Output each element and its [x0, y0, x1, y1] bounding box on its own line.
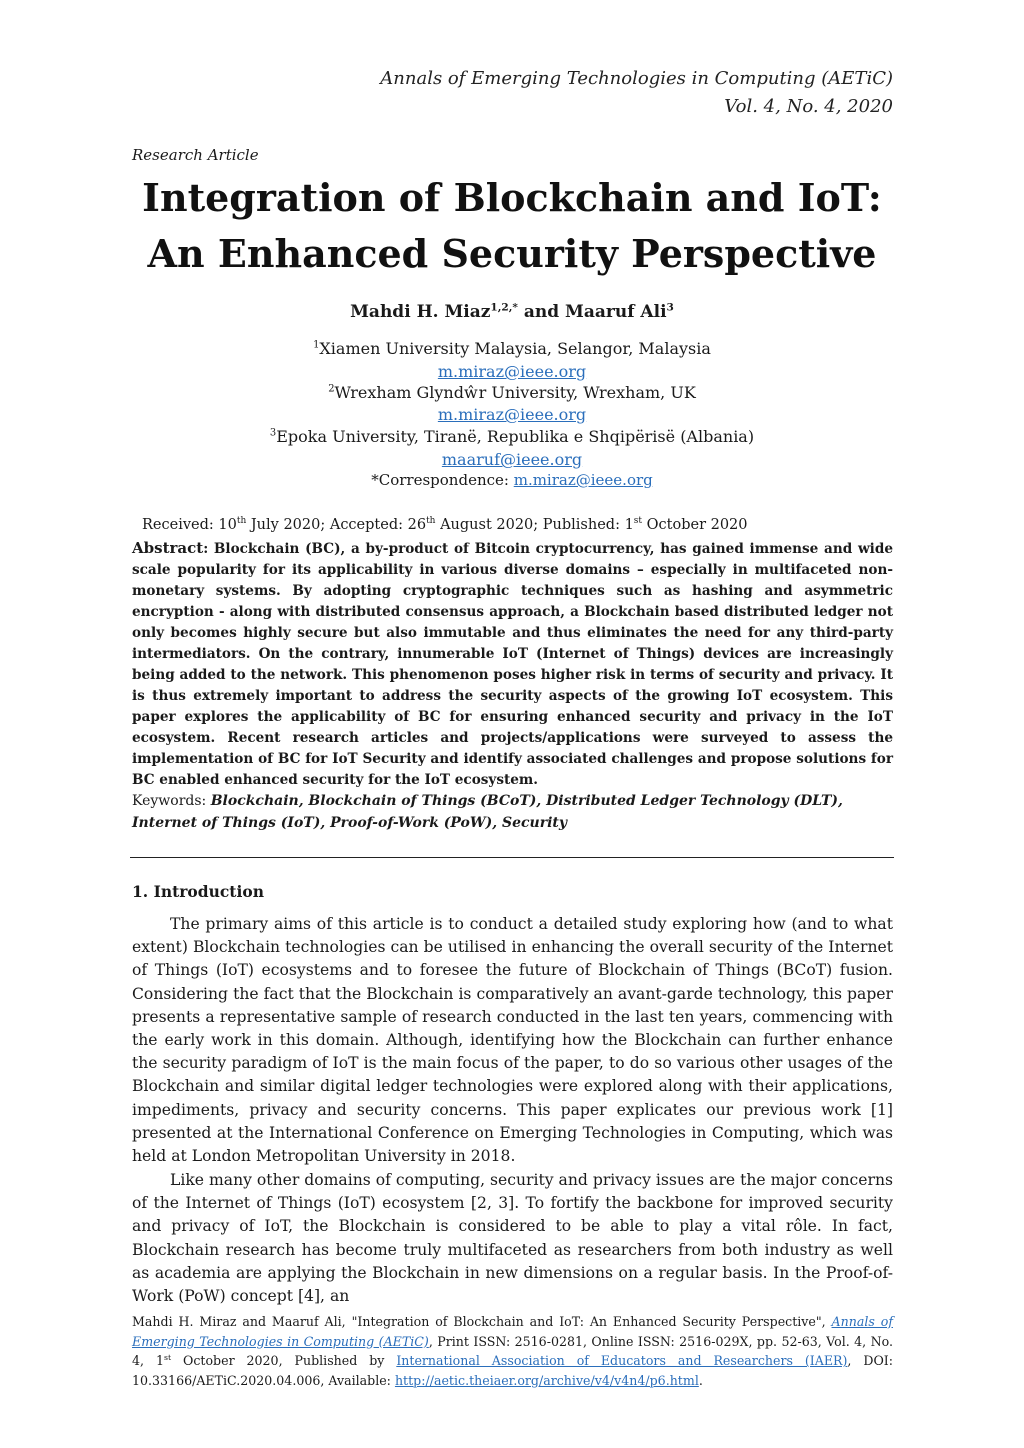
citation-footer — [132, 1312, 893, 1390]
journal-volume: Vol. 4, No. 4, 2020 — [724, 96, 893, 117]
affiliation-2-number: 2 — [328, 383, 335, 395]
paper-title — [100, 170, 924, 282]
affiliation-1 — [0, 339, 1024, 358]
title-line-2: An Enhanced Security Perspective — [147, 231, 877, 276]
title-line-1: Integration of Blockchain and IoT: — [142, 175, 882, 220]
author-2: Maaruf Ali — [565, 302, 667, 322]
affiliation-2-email-row — [0, 405, 1024, 424]
section-heading-introduction: 1. Introduction — [132, 882, 264, 901]
citation-published-by: October 2020, Published by — [171, 1353, 397, 1368]
published-date: August 2020; Published: 1 — [435, 517, 634, 533]
affiliation-1-email-link[interactable]: m.miraz@ieee.org — [437, 362, 587, 381]
affiliation-2-name: Wrexham Glyndŵr University, Wrexham, UK — [334, 383, 696, 402]
intro-paragraph-1: The primary aims of this article is to conduct a detailed study exploring how (and to what extent) Blockchain technologies can be utilised in enhancing the overall security of the Internet of Things (IoT) ecosystems and to foresee the future of Blockchain of Things (BCoT) fusion. Considering the fact that the Blockchain is comparatively an avant-garde technology, this paper presents a representative sample of research conducted in the last ten years, commencing with the early work in this domain. Although, identifying how the Blockchain can further enhance the security paradigm of IoT is the main focus of the paper, to do so various other usages of the Blockchain and similar digital ledger technologies were explored along with their applications, impediments, privacy and security concerns. This paper explicates our previous work [1] presented at the International Conference on Emerging Technologies in Computing, which was held at London Metropolitan University in 2018. — [132, 915, 893, 1166]
affiliation-2 — [0, 383, 1024, 402]
accepted-date-suffix: th — [426, 516, 436, 527]
abstract-text: : Blockchain (BC), a by-product of Bitcoin cryptocurrency, has gained immense and wide scale popularity for its applicability in various diverse domains – especially in multifaceted non-monetary systems. By adopting cryptographic techniques such as hashing and asymmetric encryption - along with distributed consensus approach, a Blockchain based distributed ledger not only becomes highly secure but also immutable and thus eliminates the need for any third-party intermediators. On the contrary, innumerable IoT (Internet of Things) devices are increasingly being added to the network. This phenomenon poses higher risk in terms of security and privacy. It is thus extremely important to address the security aspects of the growing IoT ecosystem. This paper explores the applicability of BC for ensuring enhanced security and privacy in the IoT ecosystem. Recent research articles and projects/applications were surveyed to assess the implementation of BC for IoT Security and identify associated challenges and propose solutions for BC enabled enhanced security for the IoT ecosystem. — [132, 541, 893, 788]
correspondence-label: *Correspondence: — [371, 471, 514, 489]
section-divider — [130, 857, 894, 858]
article-url-link[interactable]: http://aetic.theiaer.org/archive/v4/v4n4/p6.html — [394, 1372, 699, 1388]
intro-paragraph-2: Like many other domains of computing, security and privacy issues are the major concerns of the Internet of Things (IoT) ecosystem [2, 3]. To fortify the backbone for improved security and privacy of IoT, the Blockchain is considered to be able to play a vital rôle. In fact, Blockchain research has become truly multifaceted as researchers from both industry as well as academia are applying the Blockchain in new dimensions on a regular basis. In the Proof-of-Work (PoW) concept [4], an — [132, 1171, 893, 1306]
citation-date-suffix: st — [163, 1352, 172, 1362]
keywords-label: Keywords — [132, 793, 202, 809]
received-date: Received: 10 — [142, 517, 237, 533]
abstract — [132, 538, 893, 791]
author-list — [0, 302, 1024, 322]
citation-end: . — [698, 1372, 703, 1388]
publication-dates — [142, 517, 748, 533]
published-date-rest: October 2020 — [642, 517, 748, 533]
journal-link[interactable]: Annals of Emerging Technologies in Computing (AETiC) — [132, 1314, 893, 1349]
affiliation-3-email-link[interactable]: maaruf@ieee.org — [441, 450, 583, 469]
affiliation-3-number: 3 — [269, 427, 277, 439]
abstract-label: Abstract — [132, 539, 204, 557]
article-type: Research Article — [132, 146, 259, 164]
keywords-list: Blockchain, Blockchain of Things (BCoT), Distributed Ledger Technology (DLT), Internet of Things (IoT), Proof-of-Work (PoW), Security — [132, 793, 843, 831]
keywords: Keywords: Blockchain, Blockchain of Things (BCoT), Distributed Ledger Technology (DLT), Internet of Things (IoT), Proof-of-Work (PoW), Security — [132, 793, 843, 831]
affiliation-1-name: Xiamen University Malaysia, Selangor, Malaysia — [319, 339, 711, 358]
citation-doi: , DOI: 10.33166/AETiC.2020.04.006, Available: — [132, 1353, 893, 1388]
author-2-affil: 3 — [666, 301, 674, 314]
accepted-date: July 2020; Accepted: 26 — [246, 517, 427, 533]
correspondence-email-link[interactable]: m.miraz@ieee.org — [513, 471, 653, 489]
affiliation-3-name: Epoka University, Tiranë, Republika e Shqipërisë (Albania) — [276, 427, 755, 446]
citation-issn: , Print ISSN: 2516-0281, Online ISSN: 2516-029X, pp. 52-63, Vol. 4, No. 4, 1 — [132, 1333, 893, 1368]
citation-text: Mahdi H. Miraz and Maaruf Ali, "Integration of Blockchain and IoT: An Enhanced Security Perspective", — [132, 1314, 832, 1329]
affiliation-1-number: 1 — [313, 339, 320, 351]
publisher-link[interactable]: International Association of Educators and Researchers (IAER) — [396, 1353, 848, 1368]
journal-name: Annals of Emerging Technologies in Computing (AETiC) — [380, 68, 893, 89]
author-1-affil: 1,2,* — [490, 301, 518, 314]
affiliation-2-email-link[interactable]: m.miraz@ieee.org — [437, 405, 587, 424]
affiliation-3-email-row — [0, 450, 1024, 469]
published-date-suffix: st — [633, 516, 643, 527]
correspondence — [0, 471, 1024, 489]
author-conjunction: and — [517, 302, 566, 322]
affiliation-1-email-row — [0, 362, 1024, 381]
received-date-suffix: th — [236, 516, 247, 527]
affiliation-3 — [0, 427, 1024, 446]
author-1: Mahdi H. Miaz — [350, 302, 491, 322]
